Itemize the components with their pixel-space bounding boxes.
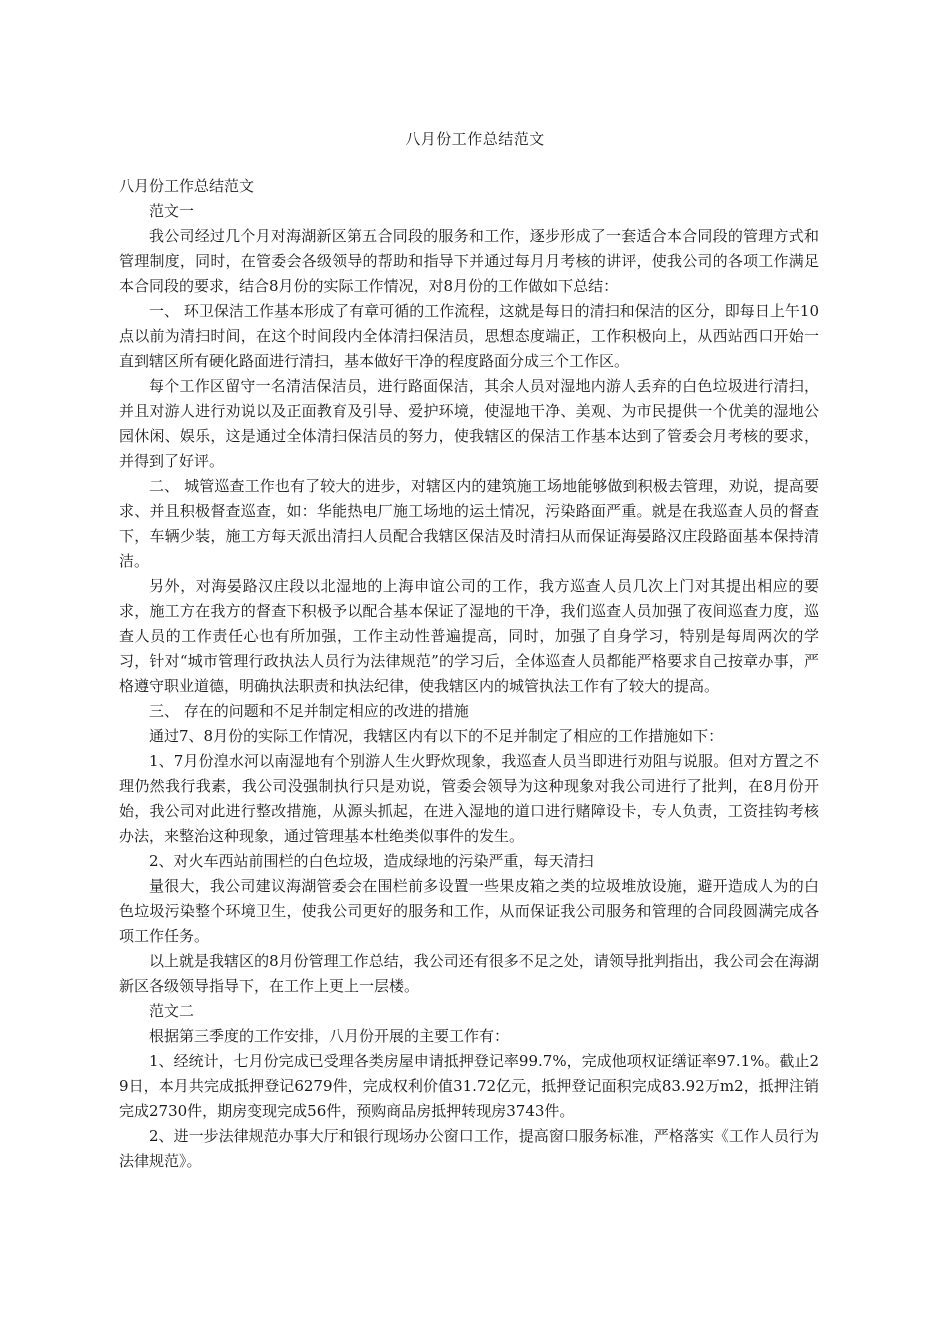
paragraph: 一、 环卫保洁工作基本形成了有章可循的工作流程，这就是每日的清扫和保洁的区分，即每日上午10点以前为清扫时间，在这个时间段内全体清扫保洁员，思想态度端正，工作积极向上，从西站西口开始一直到辖区所有硬化路面进行清扫，基本做好干净的程度路面分成三个工作区。 [119,302,819,370]
paragraph: 根据第三季度的工作安排，八月份开展的主要工作有： [149,1027,510,1045]
paragraph: 1、经统计，七月份完成已受理各类房屋申请抵押登记率99.7%，完成他项权证缮证率97.1%。截止29日，本月共完成抵押登记6279件，完成权利价值31.72亿元，抵押登记面积完成83.92万m2，抵押注销完成2730件，期房变现完成56件，预购商品房抵押转现房3743件。 [119,1052,819,1120]
paragraph: 我公司经过几个月对海湖新区第五合同段的服务和工作，逐步形成了一套适合本合同段的管理方式和管理制度，同时，在管委会各级领导的帮助和指导下并通过每月月考核的讲评，使我公司的各项工作满足本合同段的要求，结合8月份的实际工作情况，对8月份的工作做如下总结： [119,227,819,295]
body-heading: 八月份工作总结范文 [119,177,255,195]
document-title: 八月份工作总结范文 [405,130,545,148]
paragraph: 三、 存在的问题和不足并制定相应的改进的措施 [149,702,469,720]
section-label-sample-2: 范文二 [149,1002,195,1020]
paragraph: 每个工作区留守一名清洁保洁员，进行路面保洁，其余人员对湿地内游人丢弃的白色垃圾进行清扫，并且对游人进行劝说以及正面教育及引导、爱护环境，使湿地干净、美观、为市民提供一个优美的湿地公园休闲、娱乐，这是通过全体清扫保洁员的努力，使我辖区的保洁工作基本达到了管委会月考核的要求，并得到了好评。 [119,377,819,470]
paragraph: 量很大，我公司建议海湖管委会在围栏前多设置一些果皮箱之类的垃圾堆放设施，避开造成人为的白色垃圾污染整个环境卫生，使我公司更好的服务和工作，从而保证我公司服务和管理的合同段圆满完成各项工作任务。 [119,877,819,945]
section-label-sample-1: 范文一 [149,202,195,220]
paragraph: 二、 城管巡查工作也有了较大的进步，对辖区内的建筑施工场地能够做到积极去管理，劝说，提高要求、并且积极督查巡查，如：华能热电厂施工场地的运土情况，污染路面严重。就是在我巡查人员的督查下，车辆少装，施工方每天派出清扫人员配合我辖区保洁及时清扫从而保证海晏路汉庄段路面基本保持清洁。 [119,477,819,570]
paragraph: 通过7、8月份的实际工作情况，我辖区内有以下的不足并制定了相应的工作措施如下： [149,727,724,745]
document-body [119,174,819,1174]
paragraph: 另外，对海晏路汉庄段以北湿地的上海申谊公司的工作，我方巡查人员几次上门对其提出相应的要求，施工方在我方的督查下积极予以配合基本保证了湿地的干净，我们巡查人员加强了夜间巡查力度，巡查人员的工作责任心也有所加强，工作主动性普遍提高，同时，加强了自身学习，特别是每周两次的学习，针对“城市管理行政执法人员行为法律规范”的学习后，全体巡查人员都能严格要求自己按章办事，严格遵守职业道德，明确执法职责和执法纪律，使我辖区内的城管执法工作有了较大的提高。 [119,577,819,695]
paragraph: 2、进一步法律规范办事大厅和银行现场办公窗口工作，提高窗口服务标准，严格落实《工作人员行为法律规范》。 [119,1127,819,1170]
paragraph: 以上就是我辖区的8月份管理工作总结，我公司还有很多不足之处，请领导批判指出，我公司会在海湖新区各级领导指导下，在工作上更上一层楼。 [119,952,819,995]
paragraph: 1、7月份湟水河以南湿地有个别游人生火野炊现象，我巡查人员当即进行劝阻与说服。但对方置之不理仍然我行我素，我公司没强制执行只是劝说，管委会领导为这种现象对我公司进行了批判，在8月份开始，我公司对此进行整改措施，从源头抓起，在进入湿地的道口进行赌障设卡，专人负责，工资挂钩考核办法，来整治这种现象，通过管理基本杜绝类似事件的发生。 [119,752,819,845]
paragraph: 2、对火车西站前围栏的白色垃圾，造成绿地的污染严重，每天清扫 [149,852,594,870]
